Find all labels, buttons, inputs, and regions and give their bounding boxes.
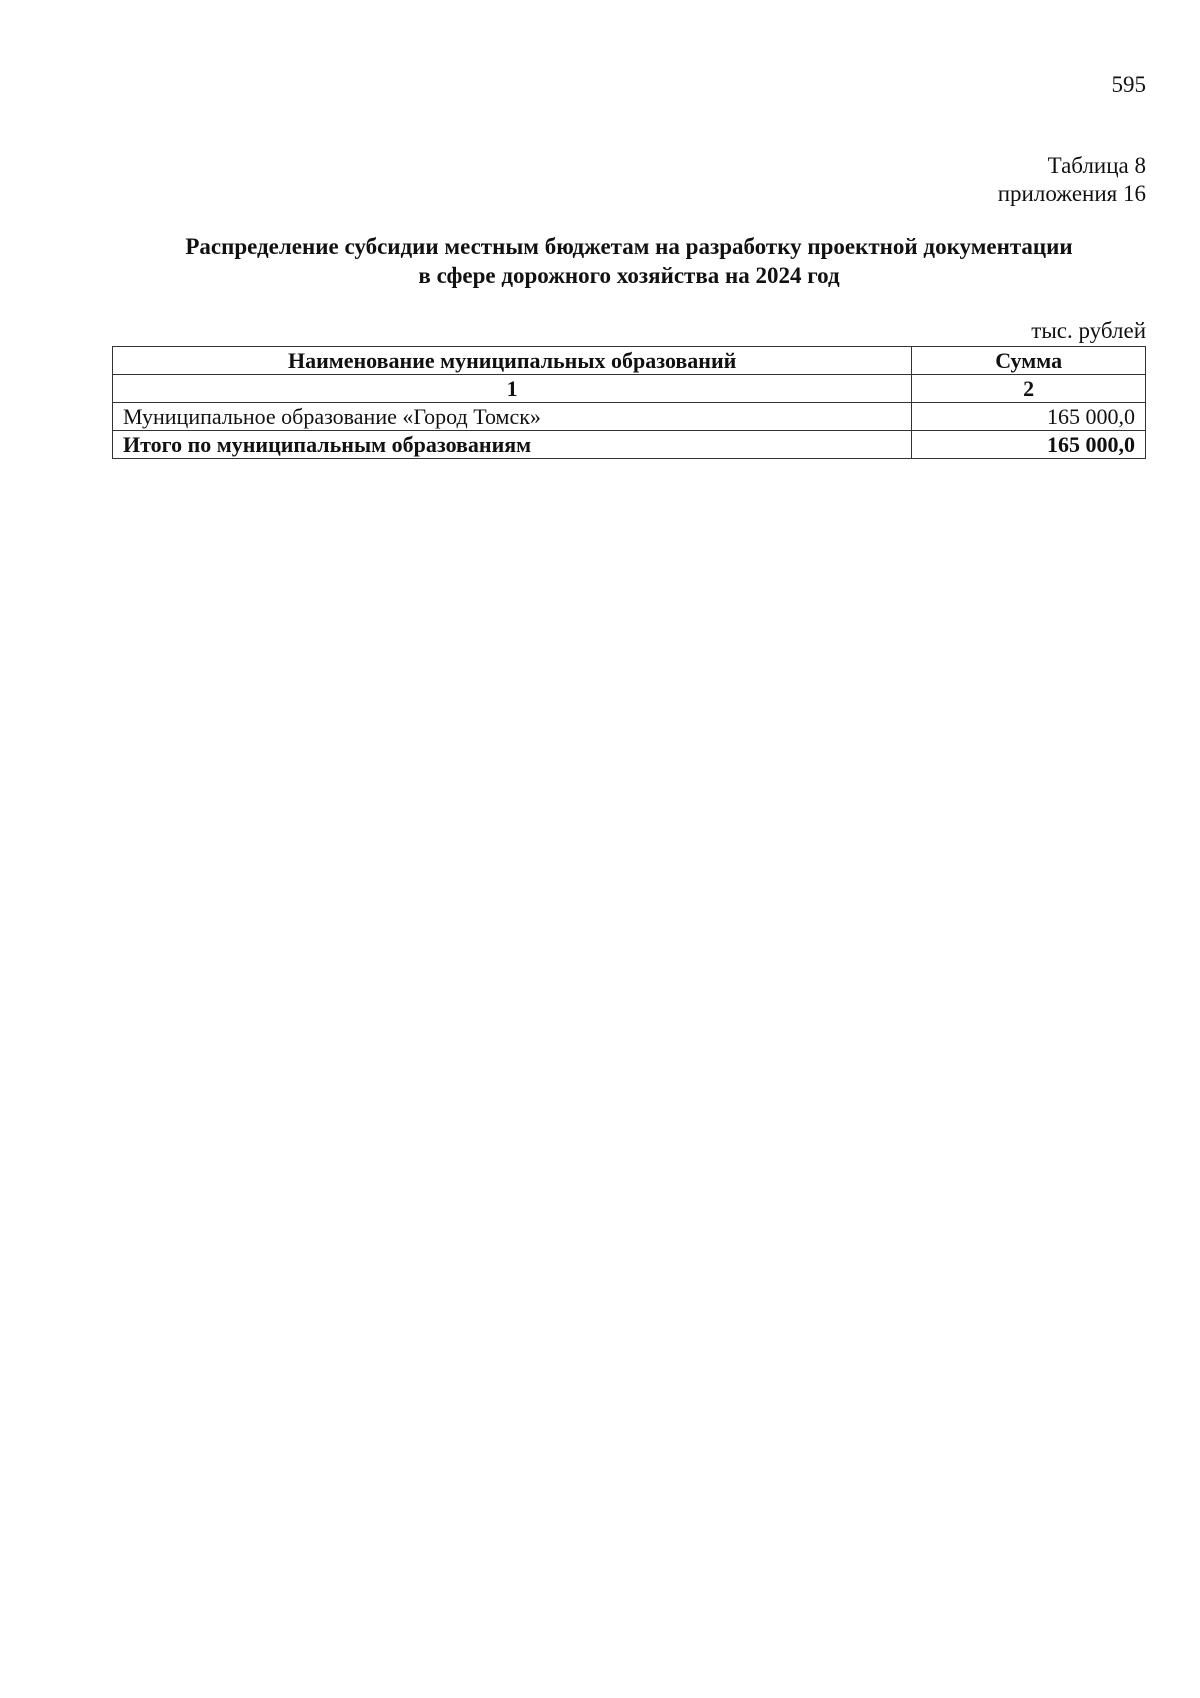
- document-title: [112, 232, 1146, 290]
- column-number-row: [113, 375, 1146, 403]
- table-reference-line-1: Таблица 8: [1047, 153, 1146, 178]
- units-label: тыс. рублей: [1031, 318, 1146, 343]
- header-name-column: Наименование муниципальных образований: [113, 347, 912, 375]
- row-municipality-name: Муниципальное образование «Город Томск»: [113, 403, 912, 431]
- header-sum-column: Сумма: [912, 347, 1146, 375]
- total-label: Итого по муниципальным образованиям: [113, 431, 912, 459]
- total-row: [113, 431, 1146, 459]
- row-amount: 165 000,0: [912, 403, 1146, 431]
- table-reference: [998, 152, 1146, 208]
- table-row: [113, 403, 1146, 431]
- column-number-1: 1: [113, 375, 912, 403]
- document-title-line-2: в сфере дорожного хозяйства на 2024 год: [418, 263, 840, 288]
- table-reference-line-2: приложения 16: [997, 181, 1146, 206]
- table-header-row: [113, 347, 1146, 375]
- total-amount: 165 000,0: [912, 431, 1146, 459]
- column-number-2: 2: [912, 375, 1146, 403]
- document-title-line-1: Распределение субсидии местным бюджетам на разработку проектной документации: [185, 234, 1073, 259]
- distribution-table: [112, 346, 1146, 459]
- page-number: 595: [1111, 72, 1146, 97]
